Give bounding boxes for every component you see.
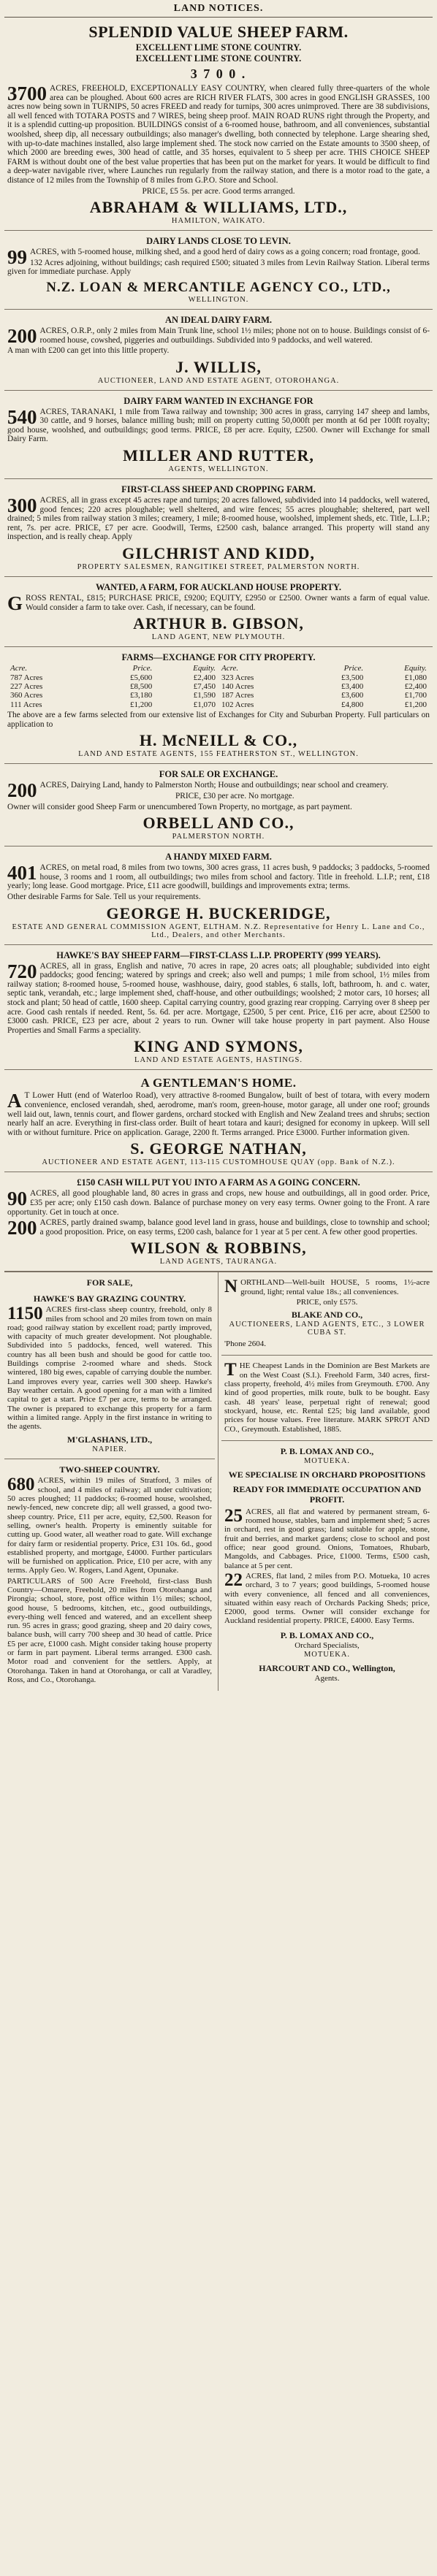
table-cell: £2,400 [404, 682, 427, 692]
ad-body-extra: PARTICULARS of 500 Acre Freehold, first-class Bush Country—Omarere, Freehold, 20 miles from Otorohanga and Pirongia; school, store, post office within 1½ miles; school, good house, 5 bedrooms, kitchen, etc., good outbuildings, every-thing well fenced and watered, and an excellent sheep run. 95 acres in grass; good grazing, sheep and 20 dairy cows, balance bush, will carry 700 sheep and 30 head of cattle. Price £5 per acre, £1000 cash. Might consider taking house property or farm in part payment. Liberal terms arranged. £300 cash. Motor road and convenient for the settlers. Apply, at Otorohanga. Taken in hand at Otorohanga, or call at Varadley, Ross, and Co., Otorohanga. [7, 1576, 212, 1684]
ad-agent-name: ORBELL AND CO., [142, 814, 294, 833]
ad-company-location: MOTUEKA. [303, 1456, 351, 1465]
table-cell: £3,180 [129, 691, 153, 700]
ad-body: 1150 ACRES first-class sheep country, freehold, only 8 miles from school and 20 miles from town on main road; good railway station by excellent road; partly improved, with capacity of much greater development. Not ploughable. Subdivided into 5 paddocks, fenced, well watered. This country has all been bush and should be good for cattle too. Buildings comprise 2-roomed whare and sheds. Stock wintered, 180 big ewes, capable of carrying double the number. Land improves every year, carries well 300 sheep. Hawke's Bay weather certain. A good opening for a man with a limited capital to get a start. Price £7 per acre, terms to be arranged. The owner is prepared to exchange this property for a farm within a limited range. Apply in the first instance in writing to the agents. [7, 1304, 212, 1432]
ad-body-extra: Other desirable Farms for Sale. Tell us your requirements. [7, 893, 201, 901]
ad-body: THE Cheapest Lands in the Dominion are Best Markets are on the West Coast (S.I.). Freehold Farm, 340 acres, first-class property, freehold, 4½ miles from Greymouth. £700. Any kind of good properties, milk route, bulk to be bought. Easy cash. 48 years' lease, perpetual right of renewal; good stockyard, house, etc. Rental £25; big land available, good prices for house values. Free literature. MARK SPROT AND CO., Greymouth. Established, 1885. [224, 1360, 430, 1434]
ad-for-sale-label: FOR SALE, [86, 1277, 133, 1288]
ad-lead-number: 99 [7, 246, 27, 269]
ad-headline: HAWKE'S BAY SHEEP FARM—FIRST-CLASS L.I.P. PROPERTY (999 YEARS). [56, 949, 381, 960]
ad-agent-location: ESTATE AND GENERAL COMMISSION AGENT, ELTHAM. N.Z. Representative for Henry L. Lane and Co., Ltd., Dealers, and other Merchants. [12, 922, 425, 939]
ad-company-name: P. B. LOMAX AND CO., [280, 1629, 374, 1640]
ad-dairy-farm-wanted [4, 391, 433, 479]
ad-hawkes-bay-grazing [4, 1272, 215, 1459]
ad-headline: WANTED, A FARM, FOR AUCKLAND HOUSE PROPERTY. [95, 582, 342, 593]
ad-body-extra: 132 Acres adjoining, without buildings; cash required £500; situated 3 miles from Levin Railway Station. Liberal terms given for immediate purchase. Apply [7, 258, 430, 277]
ad-body: 720 ACRES, all in grass, English and native, 70 acres in rape, 20 acres oats; all ploughable; subdivided into eight paddocks; good fencing; watered by springs and creek; also well and pumps; 1 mile from school, 1½ miles from railway station; 8-roomed house, 5-roomed house, washhouse, dairy, good stables, 6 stalls, loft, bathroom, h. and c. water, septic tank, verandah, etc.; large implement shed, chaff-house, and other outbuildings; woolshed; 2 motor cars, 10 horses; all stock and plant; 50 head of cattle, 1600 sheep. Capital carrying country, good grazing rear cropping. Carrying over 8 sheep per acre. Good cash rentals if needed. Rent, 5s. 6d. per acre. Mortgage, £2500, 5 per cent. Price, £16 per acre, about £2500 to £3000 cash. PRICE, £23 per acre, about 2 years to run. Owner will take house property in part payment. Also House Properties and Small Farms a speciality. [7, 960, 430, 1035]
ad-agent-name: J. WILLIS, [175, 357, 262, 376]
ad-headline: HAWKE'S BAY GRAZING COUNTRY. [33, 1293, 186, 1304]
table-cell: £1,590 [193, 691, 216, 700]
ad-lead-letter: A [7, 1090, 22, 1112]
ad-agent-name: ARTHUR B. GIBSON, [133, 614, 304, 633]
ad-body: 25 ACRES, all flat and watered by permanent stream, 6-roomed house, stables, barn and implement shed; 5 acres in orchard, rest in good grass; land suitable for apple, stone, fruit and berries, and market gardens; close to school and post office; near good ground. Onions, Tomatoes, Rhubarb, Mangolds, and Cabbages. Price, £1000. Terms, £500 cash, balance at 5 per cent. [224, 1505, 430, 1570]
ad-lead-number: 200 [7, 779, 37, 802]
table-header: Price. [343, 664, 364, 673]
ad-headline: A HANDY MIXED FARM. [165, 852, 272, 863]
ad-company-location: MOTUEKA. [303, 1651, 351, 1659]
table-cell: £1,200 [404, 700, 427, 709]
ad-headline: FOR SALE OR EXCHANGE. [159, 769, 278, 780]
ad-body-extra: Owner will consider good Sheep Farm or unencumbered Town Property, no mortgage, as part payment. [7, 802, 352, 811]
table-row [7, 700, 430, 709]
ad-agent-name: MILLER AND RUTTER, [123, 446, 314, 465]
two-column-section [4, 1272, 433, 1691]
table-row [7, 691, 430, 700]
ad-agent-name: GEORGE H. BUCKERIDGE, [106, 903, 331, 922]
ad-lead-letter: G [7, 592, 23, 615]
table-cell: £7,450 [193, 682, 216, 692]
table-cell: £1,200 [129, 700, 153, 709]
ad-agent-location: LAND AND ESTATE AGENTS, 155 FEATHERSTON ST., WELLINGTON. [78, 750, 359, 759]
table-cell: £1,080 [404, 673, 427, 682]
ad-body: 200 ACRES, Dairying Land, handy to Palmerston North; House and outbuildings; near school and creamery. [7, 779, 389, 802]
ad-price: 3 7 0 0 . [190, 66, 247, 81]
ad-headline: DAIRY FARM WANTED IN EXCHANGE FOR [123, 395, 314, 406]
ad-agent-location: NAPIER. [92, 1445, 127, 1454]
ad-body: 401 ACRES, on metal road, 8 miles from two towns, 300 acres grass, 11 acres bush, 9 paddocks; 3 paddocks, 5-roomed house, 3 rooms and 1 room, all outbuildings; two miles from school and factory. Title in freehold. L.I.P.; rent, £18 yearly; long lease. Good mortgage. Price, £11 acre goodwill, buildings and improvements extra; terms. [7, 862, 430, 891]
table-header: Equity. [404, 664, 427, 673]
ad-headline: £150 CASH WILL PUT YOU INTO A FARM AS A GOING CONCERN. [77, 1177, 360, 1188]
table-cell: £3,600 [341, 691, 364, 700]
table-cell: 102 Acres [221, 700, 254, 709]
ad-agent-name: ABRAHAM & WILLIAMS, LTD., [89, 198, 348, 217]
ad-agent-location: AGENTS, WELLINGTON. [168, 465, 269, 474]
ad-headline: DAIRY LANDS CLOSE TO LEVIN. [146, 236, 291, 247]
table-cell: 787 Acres [10, 673, 43, 682]
ad-agent-location: AUCTIONEER AND ESTATE AGENT, 113-115 CUSTOMHOUSE QUAY (opp. Bank of N.Z.). [42, 1158, 395, 1167]
table-cell: £4,800 [341, 700, 364, 709]
ad-body: 90 ACRES, all good ploughable land, 80 acres in grass and crops, new house and outbuildings, all in good order. Price, £35 per acre; only £150 cash down. Balance of purchase money on very easy terms. Owner going to the Front. A rare opportunity. Get in touch at once. [7, 1188, 430, 1217]
ad-subheadline: EXCELLENT LIME STONE COUNTRY. [135, 42, 302, 53]
ad-agent-location: AUCTIONEER, LAND AND ESTATE AGENT, OTOROHANGA. [97, 376, 340, 385]
ad-northland-house [221, 1272, 433, 1356]
ad-agent-name: BLAKE AND CO., [291, 1310, 363, 1321]
ad-headline: A GENTLEMAN'S HOME. [140, 1076, 297, 1090]
table-header: Equity. [193, 664, 216, 673]
ad-body: 3700 ACRES, FREEHOLD, EXCEPTIONALLY EASY COUNTRY, when cleared fully three-quarters of the whole area can be ploughed. About 600 acres are RICH RIVER FLATS, 300 acres in good ENGLISH GRASSES, 100 acres now being sown in TURNIPS, 50 acres FREED and ready for turnips, 300 acres unimproved. There are 38 subdivisions, all well fenced with TOTARA POSTS and 7 WIRES, being sheep proof. MAIN ROAD RUNS right through the Property, and it is a splendid cutting-up proposition. BUILDINGS consist of a 6-roomed house, bathroom, and all conveniences, substantial woolshed, sheep dip, all necessary outbuildings; also manager's dwelling, both connected by telephone. Large shearing shed, with up-to-date machines installed, also large implement shed. The stock now carried on the Estate amounts to 3500 sheep, of which 2000 are breeding ewes, 300 head of cattle, and 35 horses, equivalent to 5 sheep per acre. THIS CHOICE SHEEP FARM is without doubt one of the best value properties that has been put on the market for years. It would be difficult to find a deep-water navigable river, where Launches run regularly from the railway station, and there is a motor road to the gate, a distance of 12 miles from the Township of 8 miles from G.P.O. Store and School. [7, 83, 430, 185]
ad-agent-location: PALMERSTON NORTH. [172, 833, 265, 841]
table-header: Price. [132, 664, 153, 673]
ad-agent-location: HAMILTON, WAIKATO. [171, 217, 266, 226]
ad-body: NORTHLAND—Well-built HOUSE, 5 rooms, 1½-acre ground, light; rental value 18s.; all conveniences. [224, 1277, 430, 1297]
ad-body: GROSS RENTAL, £815; PURCHASE PRICE, £9200; EQUITY, £2950 or £2500. Owner wants a farm of equal value. Would consider a farm to take over. Cash, if necessary, can be found. [7, 592, 430, 615]
table-row [7, 682, 430, 691]
ad-lead-number: 22 [224, 1570, 243, 1590]
ad-lead-number: 1150 [7, 1304, 43, 1324]
ad-lead-letter: N [224, 1277, 238, 1297]
ad-lead-number: 200 [7, 1217, 37, 1239]
ad-agent-name: KING AND SYMONS, [134, 1037, 303, 1056]
table-cell: £1,700 [404, 691, 427, 700]
ad-agent-name: GILCHRIST AND KIDD, [122, 544, 315, 563]
ad-agent-name: N.Z. LOAN & MERCANTILE AGENCY CO., LTD., [46, 279, 391, 295]
ad-body: 300 ACRES, all in grass except 45 acres rape and turnips; 20 acres fallowed, subdivided into 14 paddocks, well watered, good fences; 220 acres ploughable; well sheltered, and wire fences; 55 acres ploughable; sheltered, part well drained; 5 miles from railway station 3 miles; creamery, 1 mile; 8-roomed house, woolshed, implement sheds, etc. Title, L.I.P.; rent, 7s. per acre. PRICE, £7 per acre. Goodwill, Terms, £2500 cash, balance arranged. This property will stand any inspection, and is really cheap. Apply [7, 494, 430, 542]
table-cell: 360 Acres [10, 691, 43, 700]
ad-subheadline: EXCELLENT LIME STONE COUNTRY. [135, 53, 302, 64]
ad-gentlemans-home [4, 1070, 433, 1172]
ad-lead-number: 680 [7, 1475, 35, 1495]
ad-agent-name: S. GEORGE NATHAN, [130, 1139, 307, 1158]
ad-agent-location: AUCTIONEERS, LAND AGENTS, ETC., 3 LOWER CUBA ST. [229, 1321, 425, 1337]
ad-body: 540 ACRES, TARANAKI, 1 mile from Tawa railway and township; 300 acres in grass, carrying 147 sheep and lambs, 30 cattle, and 9 horses, balance milling bush; mill on property cutting 50,000ft per month at 6d per 100ft royalty; good house, woolshed, and outbuildings; good terms. PRICE, £8 per acre. Equity, £2500. Owner will Exchange for small Dairy Farm. [7, 405, 430, 444]
ad-company-name: P. B. LOMAX AND CO., [280, 1445, 374, 1456]
ad-lead-number: 25 [224, 1505, 243, 1526]
ad-agent-location: WELLINGTON. [188, 295, 249, 304]
ad-lomax-orchards [221, 1441, 433, 1688]
ad-lead-number: 90 [7, 1188, 27, 1210]
ad-lead-number: 401 [7, 862, 37, 884]
ad-agent-name: H. McNEILL & CO., [139, 731, 298, 750]
ad-body: 99 ACRES, with 5-roomed house, milking shed, and a good herd of dairy cows as a going concern; road frontage, good. [7, 246, 420, 269]
ad-body-extra: 22 ACRES, flat land, 2 miles from P.O. Motueka, 10 acres orchard, 3 to 7 years; good buildings, 5-roomed house with every convenience, all fenced and all conveniences, situated within easy reach of Orchards Packing Sheds; price, £2000, good terms. Owner will consider exchange for Auckland residential property. PRICE, £4000. Easy Terms. [224, 1570, 430, 1626]
table-cell: £3,500 [341, 673, 364, 682]
ad-specialty: WE SPECIALISE IN ORCHARD PROPOSITIONS [228, 1469, 426, 1480]
ad-headline: SPLENDID VALUE SHEEP FARM. [88, 23, 349, 41]
ad-body: The above are a few farms selected from our extensive list of Exchanges for City and Suburban Property. Full particulars on application to [7, 711, 430, 729]
ad-body-extra: PRICE, £30 per acre. No mortgage. [175, 792, 294, 801]
ad-company-desc: Agents. [314, 1674, 340, 1683]
table-cell: 187 Acres [221, 691, 254, 700]
ad-sale-or-exchange [4, 764, 433, 846]
ad-sheep-cropping-farm [4, 479, 433, 577]
table-cell: 111 Acres [10, 700, 42, 709]
ad-cheapest-lands [221, 1356, 433, 1440]
table-row [7, 673, 430, 682]
ad-lead-number: 720 [7, 960, 37, 982]
ad-two-sheep-country [4, 1459, 215, 1691]
ad-agent-location: LAND AND ESTATE AGENTS, HASTINGS. [134, 1056, 303, 1065]
ad-body: 680 ACRES, within 19 miles of Stratford, 3 miles of school, and 4 miles of railway; all under cultivation; 50 acres ploughed; 11 paddocks; 6-roomed house, woolshed, newly-fenced, new concrete dip; all well grassed, a good two-sheep country. Price, £11 per acre, equity, £2,500. Reason for selling, owner's health. Property is eminently suitable for cutting up. Good water, all weather road to gate. Will exchange for dairy farm or residential property. Price, £31 10s. 6d., good established property, and mortgage, £4000. Further particulars will be furnished on application. Price, £10 per acre, with any terms. Apply Geo. W. Rogers, Land Agent, Opunake. [7, 1475, 212, 1575]
ad-body: A T Lower Hutt (end of Waterloo Road), very attractive 8-roomed Bungalow, built of best of totara, with every modern convenience, enclosed verandah, shed, aerodrome, man's room, green-house, motor garage, all under one roof; grounds well laid out, lawn, tennis court, and flower gardens, orchard stocked with English and New Zealand trees and shrubs; section nearly half an acre. Everything in first-class order. Built of heart totara and kauri; designed for economy in upkeep. Will sell with or without furniture. Price on application. Garage, 2200 ft. Terms arranged. Price £3000. Further information given. [7, 1090, 430, 1137]
right-column [218, 1272, 433, 1691]
table-cell: 227 Acres [10, 682, 43, 692]
table-header-row [7, 664, 430, 673]
ad-farms-exchange [4, 647, 433, 764]
ad-body-extra: A man with £200 can get into this little property. [7, 346, 170, 356]
ad-price: PRICE, only £575. [296, 1297, 358, 1307]
table-cell: £1,070 [193, 700, 216, 709]
ad-specialty: READY FOR IMMEDIATE OCCUPATION AND PROFIT. [232, 1483, 422, 1505]
ad-terms: PRICE, £5 5s. per acre. Good terms arranged. [142, 186, 295, 196]
ad-handy-mixed-farm [4, 846, 433, 944]
table-header: Acre. [10, 664, 28, 673]
ad-lead-number: 200 [7, 324, 37, 347]
ad-phone: 'Phone 2604. [224, 1339, 266, 1349]
ad-body: 200 ACRES, O.R.P., only 2 miles from Main Trunk line, school 1½ miles; phone not on to house. Buildings consist of 6-roomed house, cowshed, piggeries and outbuildings. Subdivided into 9 paddocks, and well watered. [7, 324, 430, 347]
ad-hawkes-bay-sheep-farm [4, 945, 433, 1071]
ad-company-desc: Orchard Specialists, [294, 1640, 360, 1650]
ad-company-name: HARCOURT AND CO., Wellington, [259, 1663, 395, 1673]
ad-agent-name: WILSON & ROBBINS, [130, 1239, 307, 1258]
table-cell: £8,500 [129, 682, 153, 692]
ad-agent-location: LAND AGENTS, TAURANGA. [159, 1258, 278, 1266]
ad-lead-letter: T [224, 1360, 237, 1380]
ad-agent-location: LAND AGENT, NEW PLYMOUTH. [151, 633, 286, 642]
left-column [4, 1272, 218, 1691]
ad-going-concern [4, 1172, 433, 1272]
ad-headline: FARMS—EXCHANGE FOR CITY PROPERTY. [121, 652, 316, 663]
ad-ideal-dairy-farm [4, 310, 433, 391]
ad-agent-location: PROPERTY SALESMEN, RANGITIKEI STREET, PALMERSTON NORTH. [77, 563, 360, 572]
table-cell: £5,600 [129, 673, 153, 682]
ad-headline: TWO-SHEEP COUNTRY. [59, 1464, 160, 1475]
farm-exchange-table [7, 664, 430, 709]
section-title: LAND NOTICES. [4, 0, 433, 18]
ad-lead-number: 3700 [7, 83, 47, 104]
ad-agent-name: M'GLASHANS, LTD., [66, 1434, 153, 1445]
table-cell: 140 Acres [221, 682, 254, 692]
ad-sheep-farm-abraham [4, 18, 433, 231]
table-cell: £2,400 [193, 673, 216, 682]
ad-body-extra: 200 ACRES, partly drained swamp, balance good level land in grass, house and buildings, close to township and school; a good proposition. Price, on easy terms, £200 cash, balance for 1 year at 5 per cent. A few other good properties. [7, 1217, 430, 1239]
ad-lead-number: 540 [7, 405, 37, 428]
ad-headline: AN IDEAL DAIRY FARM. [164, 314, 273, 325]
ad-wanted-farm-auckland [4, 577, 433, 647]
ad-dairy-lands-levin [4, 231, 433, 310]
table-header: Acre. [221, 664, 239, 673]
ad-headline: FIRST-CLASS SHEEP AND CROPPING FARM. [121, 484, 316, 495]
table-cell: 323 Acres [221, 673, 254, 682]
table-cell: £3,400 [341, 682, 364, 692]
ad-lead-number: 300 [7, 494, 37, 517]
